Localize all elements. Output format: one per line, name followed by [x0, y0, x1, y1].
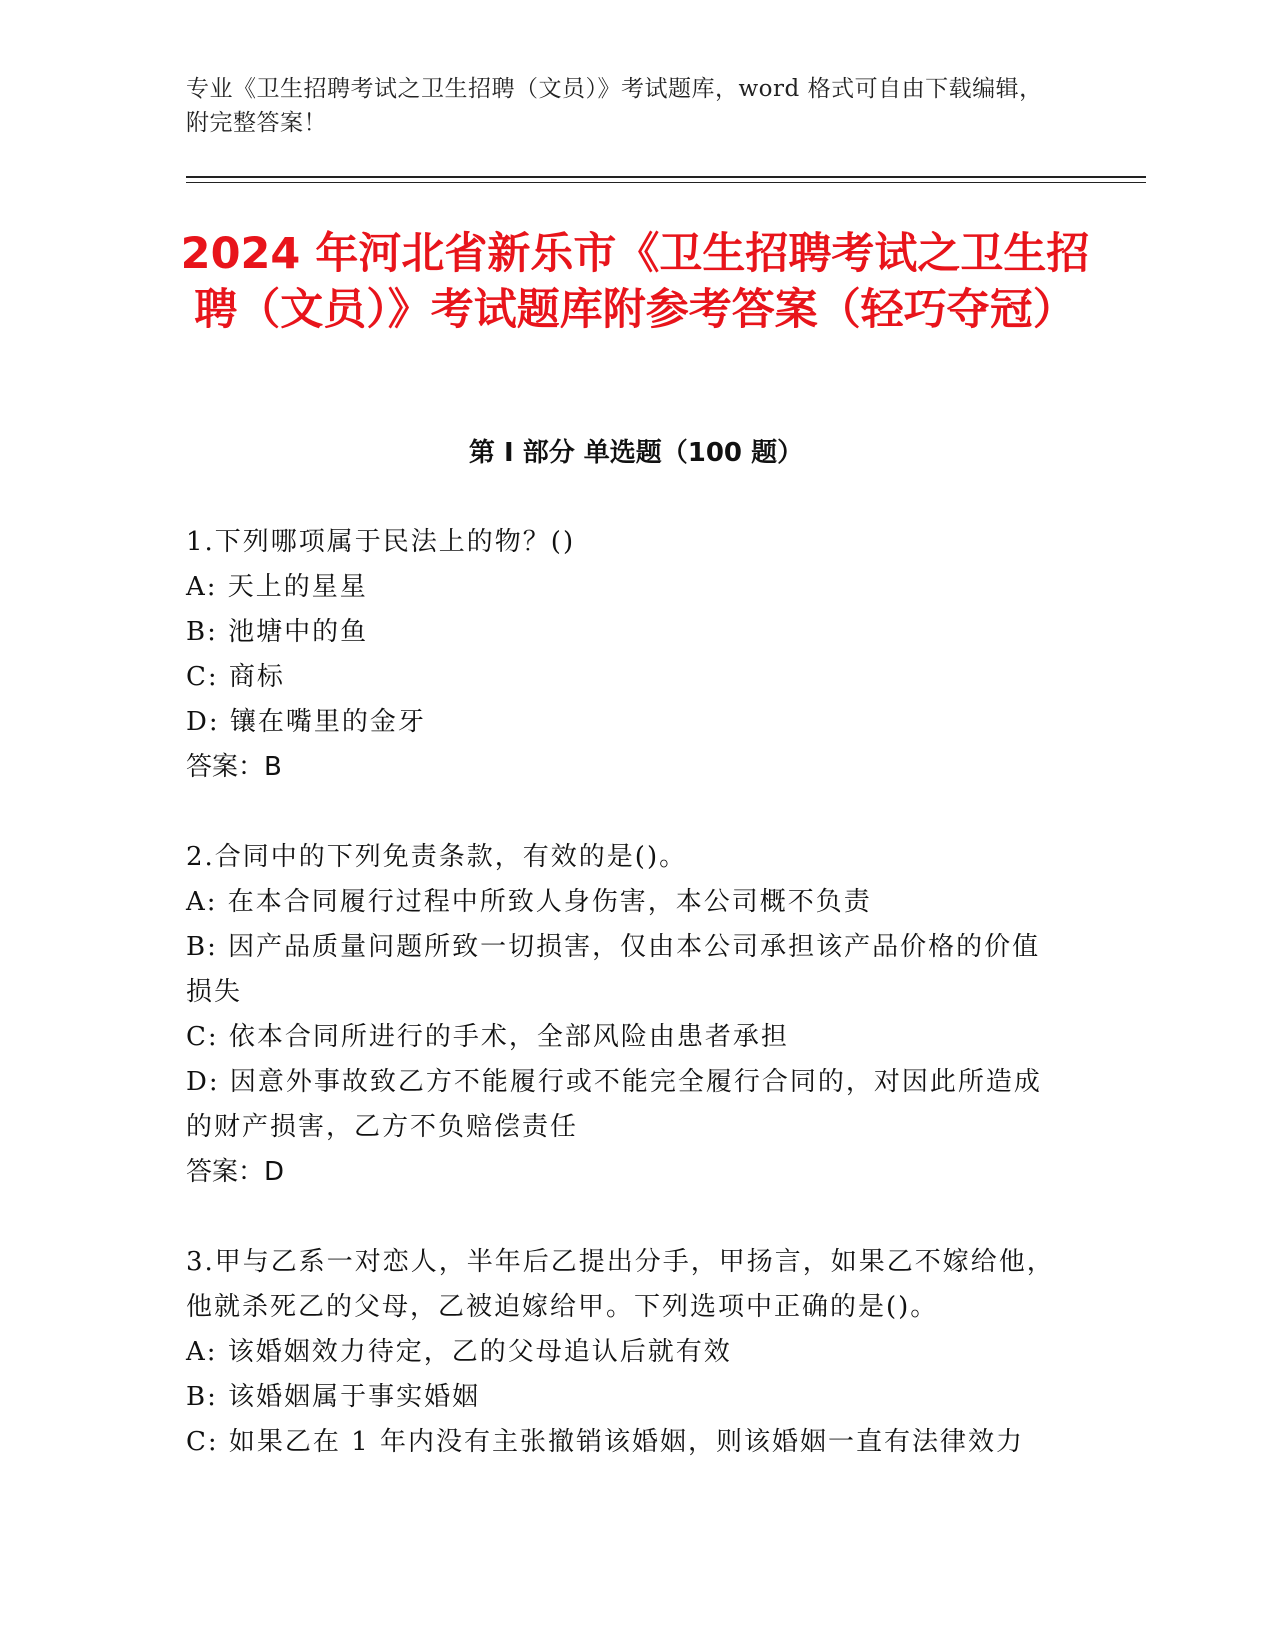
option-b: B: 因产品质量问题所致一切损害，仅由本公司承担该产品价格的价值损失: [186, 932, 1041, 1007]
option-a: A: 在本合同履行过程中所致人身伤害，本公司概不负责: [186, 887, 872, 917]
question-1: [186, 520, 1066, 790]
question-2: [186, 835, 1066, 1195]
option-a: A: 该婚姻效力待定，乙的父母追认后就有效: [186, 1337, 732, 1367]
document-title: 2024 年河北省新乐市《卫生招聘考试之卫生招聘（文员）》考试题库附参考答案（轻巧夺冠）: [180, 229, 1090, 335]
answer: 答案：D: [186, 1157, 285, 1187]
option-b: B: 池塘中的鱼: [186, 617, 369, 647]
question-stem: 3.甲与乙系一对恋人，半年后乙提出分手，甲扬言，如果乙不嫁给他，他就杀死乙的父母，乙被迫嫁给甲。下列选项中正确的是()。: [186, 1247, 1055, 1322]
question-list: [186, 520, 1066, 1510]
option-c: C: 商标: [186, 662, 285, 692]
option-c: C: 如果乙在 1 年内没有主张撤销该婚姻，则该婚姻一直有法律效力: [186, 1427, 1024, 1457]
question-stem: 2.合同中的下列免责条款，有效的是()。: [186, 842, 688, 872]
option-d: D: 因意外事故致乙方不能履行或不能完全履行合同的，对因此所造成的财产损害，乙方不负赔偿责任: [186, 1067, 1042, 1142]
option-d: D: 镶在嘴里的金牙: [186, 707, 426, 737]
header-divider-thick: [186, 176, 1146, 178]
option-b: B: 该婚姻属于事实婚姻: [186, 1382, 481, 1412]
question-3: [186, 1240, 1066, 1465]
answer: 答案：B: [186, 752, 282, 782]
option-c: C: 依本合同所进行的手术，全部风险由患者承担: [186, 1022, 789, 1052]
question-stem: 1.下列哪项属于民法上的物？(): [186, 527, 576, 557]
option-a: A: 天上的星星: [186, 572, 368, 602]
section-title: 第 I 部分 单选题（100 题）: [468, 438, 804, 468]
header-note: 专业《卫生招聘考试之卫生招聘（文员）》考试题库，word 格式可自由下载编辑，附完整答案！: [186, 76, 1043, 136]
header-divider-thin: [186, 182, 1146, 183]
